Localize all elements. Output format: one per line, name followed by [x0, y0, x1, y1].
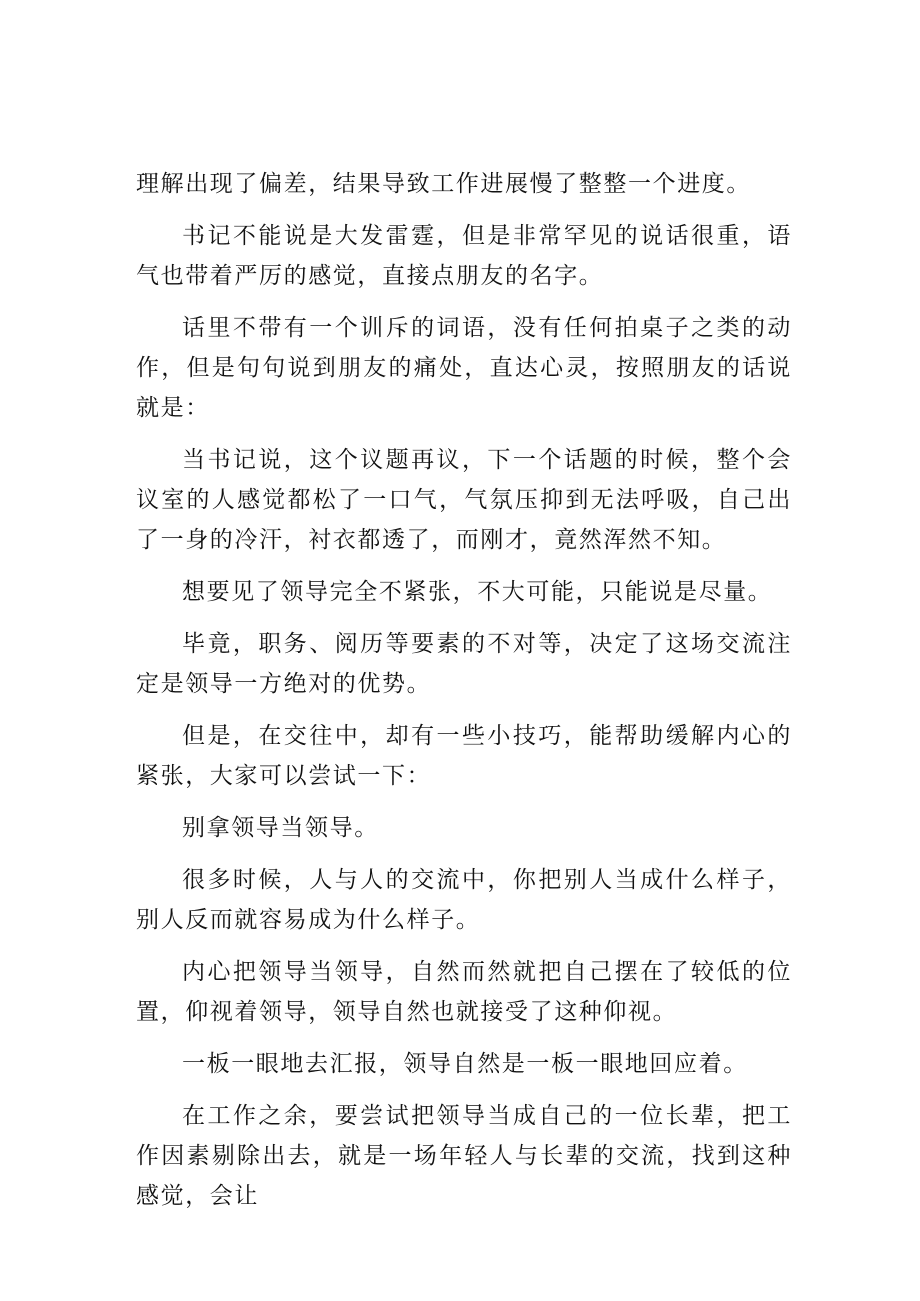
paragraph: 一板一眼地去汇报，领导自然是一板一眼地回应着。 — [182, 1051, 748, 1077]
paragraph: 别拿领导当领导。 — [182, 815, 379, 841]
paragraph: 话里不带有一个训斥的词语，没有任何拍桌子之类的动作，但是句句说到朋友的痛处，直达心灵，按照朋友的话说就是： — [136, 315, 792, 421]
paragraph: 在工作之余，要尝试把领导当成自己的一位长辈，把工作因素剔除出去，就是一场年轻人与长辈的交流，找到这种感觉，会让 — [136, 1103, 792, 1209]
paragraph: 但是，在交往中，却有一些小技巧，能帮助缓解内心的紧张，大家可以尝试一下： — [136, 723, 792, 789]
paragraph: 书记不能说是大发雷霆，但是非常罕见的说话很重，语气也带着严厉的感觉，直接点朋友的名字。 — [136, 223, 792, 289]
paragraph: 理解出现了偏差，结果导致工作进展慢了整整一个进度。 — [136, 171, 751, 197]
document-body — [136, 164, 792, 1216]
paragraph: 很多时候，人与人的交流中，你把别人当成什么样子，别人反而就容易成为什么样子。 — [136, 867, 792, 933]
paragraph: 想要见了领导完全不紧张，不大可能，只能说是尽量。 — [182, 579, 773, 605]
paragraph: 内心把领导当领导，自然而然就把自己摆在了较低的位置，仰视着领导，领导自然也就接受了这种仰视。 — [136, 959, 792, 1025]
paragraph: 毕竟，职务、阅历等要素的不对等，决定了这场交流注定是领导一方绝对的优势。 — [136, 631, 792, 697]
paragraph: 当书记说，这个议题再议，下一个话题的时候，整个会议室的人感觉都松了一口气，气氛压抑到无法呼吸，自己出了一身的冷汗，衬衣都透了，而刚才，竟然浑然不知。 — [136, 447, 792, 553]
